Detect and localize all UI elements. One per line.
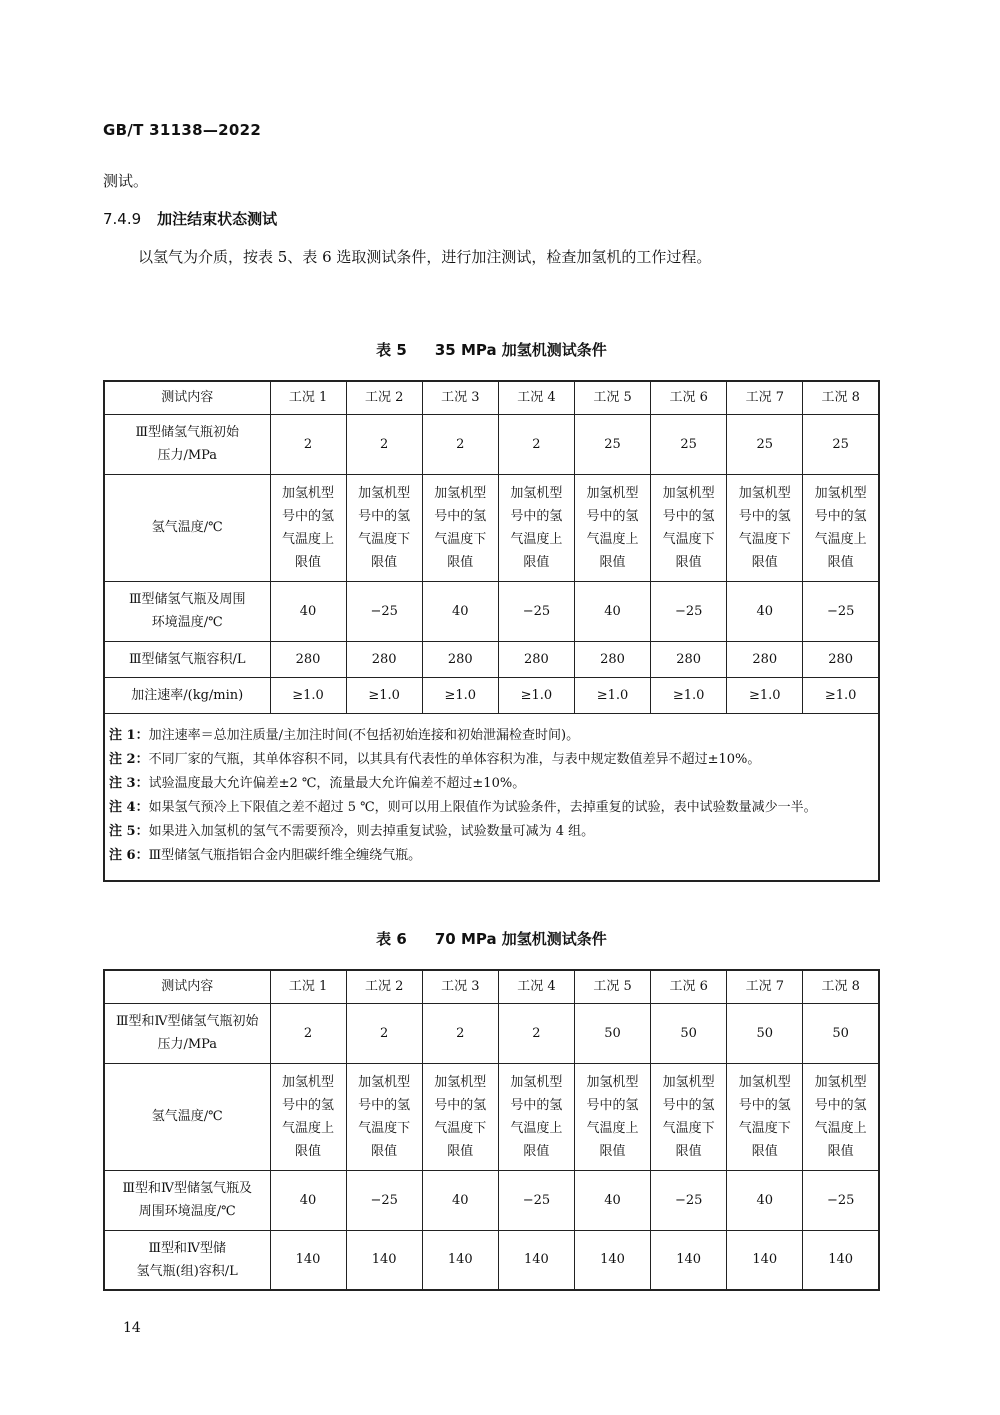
cell-text: 限值 [827, 554, 854, 570]
table-cell [346, 1003, 422, 1063]
note-label: 注 3： [109, 775, 149, 791]
cell-text: 50 [832, 1025, 849, 1041]
table-cell [498, 1003, 574, 1063]
table-cell [422, 1230, 498, 1290]
table-cell [651, 1003, 727, 1063]
table-cell [651, 1170, 727, 1230]
cell-text: 140 [752, 1252, 778, 1268]
cell-text: 限值 [751, 1143, 778, 1159]
cell-text: 气温度下 [738, 531, 791, 547]
table-note [109, 844, 866, 868]
table5-notes [104, 713, 879, 881]
header-cell-case: 工况 4 [498, 970, 574, 1003]
header-cell-content: 测试内容 [104, 970, 270, 1003]
cell-text: 限值 [827, 1143, 854, 1159]
cell-text: 号中的氢 [510, 1097, 563, 1113]
cell-text: 280 [752, 651, 778, 667]
table-cell [575, 641, 651, 677]
table-cell [727, 581, 803, 641]
cell-text: 限值 [675, 554, 702, 570]
cell-text: 气温度下 [434, 1120, 487, 1136]
cell-text: 压力/MPa [157, 1037, 218, 1052]
cell-text: ≥1.0 [520, 687, 553, 703]
cell-text: 号中的氢 [586, 508, 639, 524]
cell-text: 限值 [599, 1143, 626, 1159]
cell-text: 280 [447, 651, 473, 667]
table-cell [422, 1063, 498, 1170]
cell-text: 氢气瓶(组)容积/L [136, 1263, 238, 1279]
cell-text: 加氢机型 [738, 485, 791, 501]
table-note [109, 724, 866, 748]
table-cell [422, 1003, 498, 1063]
cell-text: 号中的氢 [814, 508, 867, 524]
cell-text: 140 [828, 1252, 854, 1268]
table-note [109, 748, 866, 772]
header-cell-case: 工况 4 [498, 381, 574, 414]
table-cell [346, 414, 422, 474]
cell-text: 加氢机型 [510, 485, 563, 501]
cell-text: 280 [600, 651, 625, 667]
row-label [104, 1230, 270, 1290]
table-cell [270, 677, 346, 713]
table-cell [270, 1003, 346, 1063]
cell-text: 加氢机型 [814, 1074, 867, 1090]
table-note [109, 772, 866, 796]
table-cell [803, 1230, 879, 1290]
table-cell [422, 414, 498, 474]
table-cell [803, 414, 879, 474]
cell-text: 50 [756, 1025, 774, 1041]
table5-caption-text: 35 MPa 加氢机测试条件 [434, 341, 607, 359]
cell-text: 限值 [751, 554, 778, 570]
table-cell [651, 677, 727, 713]
table-cell [575, 1170, 651, 1230]
cell-text: 280 [828, 651, 854, 667]
table-cell [498, 414, 574, 474]
table-cell [803, 1063, 879, 1170]
table-cell [270, 581, 346, 641]
table-row [104, 641, 879, 677]
standard-id: GB/T 31138—2022 [103, 121, 262, 139]
header-cell-case: 工况 2 [346, 970, 422, 1003]
table-cell [727, 1170, 803, 1230]
cell-text: 氢气温度/℃ [151, 520, 223, 535]
cell-text: 40 [299, 603, 317, 619]
cell-text: −25 [826, 603, 855, 619]
table-cell [422, 641, 498, 677]
table-row [104, 677, 879, 713]
note-text: 试验温度最大允许偏差±2 ℃，流量最大允许偏差不超过±10%。 [148, 775, 526, 791]
table-cell [270, 1170, 346, 1230]
note-text: Ⅲ型储氢气瓶指铝合金内胆碳纤维全缠绕气瓶。 [148, 847, 422, 863]
note-text: 如果进入加氢机的氢气不需要预冷，则去掉重复试验，试验数量可减为 4 组。 [148, 823, 595, 839]
row-label [104, 581, 270, 641]
table-cell [727, 474, 803, 581]
table6-caption-number: 表 6 [376, 930, 407, 948]
cell-text: 加氢机型 [358, 485, 411, 501]
header-cell-case: 工况 2 [346, 381, 422, 414]
cell-text: 加氢机型 [586, 485, 639, 501]
cell-text: 加氢机型 [510, 1074, 563, 1090]
cell-text: 40 [756, 603, 774, 619]
table-cell [727, 641, 803, 677]
cell-text: 140 [676, 1252, 702, 1268]
note-label: 注 2： [109, 751, 149, 767]
cell-text: 限值 [295, 1143, 322, 1159]
table-cell [803, 677, 879, 713]
cell-text: 氢气温度/℃ [151, 1109, 223, 1124]
table5-notes-row [104, 713, 879, 881]
table-cell [727, 677, 803, 713]
table-note [109, 820, 866, 844]
cell-text: 气温度下 [358, 531, 411, 547]
cell-text: 限值 [295, 554, 322, 570]
cell-text: −25 [370, 1192, 398, 1208]
cell-text: 140 [295, 1252, 321, 1268]
cell-text: 号中的氢 [738, 508, 791, 524]
cell-text: 50 [680, 1025, 697, 1041]
table-row [104, 1063, 879, 1170]
cell-text: 280 [524, 651, 549, 667]
page-number: 14 [123, 1320, 141, 1336]
cell-text: Ⅲ型储氢气瓶容积/L [128, 651, 246, 667]
cell-text: 加氢机型 [358, 1074, 411, 1090]
table-cell [803, 581, 879, 641]
cell-text: 2 [380, 436, 389, 452]
cell-text: 气温度下 [662, 531, 715, 547]
table-cell [803, 474, 879, 581]
table-cell [346, 641, 422, 677]
header-cell-case: 工况 1 [270, 970, 346, 1003]
note-text: 加注速率＝总加注质量/主加注时间(不包括初始连接和初始泄漏检查时间)。 [148, 727, 580, 743]
cell-text: 环境温度/℃ [151, 615, 223, 630]
cell-text: 280 [371, 651, 397, 667]
table-cell [422, 474, 498, 581]
cell-text: 气温度上 [510, 531, 563, 547]
row-label [104, 1003, 270, 1063]
table-cell [498, 1063, 574, 1170]
cell-text: 气温度下 [434, 531, 487, 547]
cell-text: 气温度上 [814, 1120, 867, 1136]
table-note [109, 796, 866, 820]
cell-text: 140 [447, 1252, 473, 1268]
table-cell [270, 474, 346, 581]
cell-text: ≥1.0 [749, 687, 781, 703]
cell-text: 加氢机型 [814, 485, 867, 501]
note-label: 注 4： [109, 799, 149, 815]
table-cell [270, 1230, 346, 1290]
table-cell [498, 1230, 574, 1290]
cell-text: 140 [524, 1252, 549, 1268]
cell-text: 40 [452, 603, 469, 619]
table-row [104, 1230, 879, 1290]
cell-text: Ⅲ型和Ⅳ型储 [148, 1240, 227, 1256]
cell-text: 限值 [523, 554, 550, 570]
cell-text: 25 [832, 436, 849, 452]
note-label: 注 6： [109, 847, 149, 863]
cell-text: −25 [522, 1192, 551, 1208]
cell-text: 号中的氢 [662, 1097, 715, 1113]
table-cell [346, 1170, 422, 1230]
cell-text: 140 [371, 1252, 397, 1268]
body-paragraph: 以氢气为介质，按表 5、表 6 选取测试条件，进行加注测试，检查加氢机的工作过程。 [138, 248, 712, 266]
cell-text: −25 [674, 603, 703, 619]
table-cell [727, 1063, 803, 1170]
table-cell [651, 414, 727, 474]
cell-text: 号中的氢 [358, 508, 411, 524]
table-cell [803, 1170, 879, 1230]
table5-caption [103, 339, 880, 360]
header-cell-case: 工况 7 [727, 381, 803, 414]
cell-text: 号中的氢 [738, 1097, 791, 1113]
cell-text: 2 [303, 1025, 313, 1041]
note-label: 注 5： [109, 823, 149, 839]
table-cell [575, 1230, 651, 1290]
cell-text: 加氢机型 [434, 485, 487, 501]
cell-text: 2 [532, 1025, 541, 1041]
note-text: 不同厂家的气瓶，其单体容积不同，以其具有代表性的单体容积为准，与表中规定数值差异不超过±10%。 [148, 751, 761, 767]
cell-text: ≥1.0 [444, 687, 477, 703]
table-row [104, 474, 879, 581]
header-cell-case: 工况 6 [651, 970, 727, 1003]
note-text: 如果氢气预冷上下限值之差不超过 5 ℃，则可以用上限值作为试验条件，去掉重复的试验，表中试验数量减少一半。 [148, 799, 817, 815]
cell-text: 40 [604, 1192, 621, 1208]
cell-text: ≥1.0 [368, 687, 400, 703]
cell-text: 280 [295, 651, 321, 667]
cell-text: 加氢机型 [662, 485, 715, 501]
table5-header-row [104, 381, 879, 414]
cell-text: −25 [826, 1192, 855, 1208]
cell-text: 2 [456, 436, 465, 452]
cell-text: 气温度上 [510, 1120, 563, 1136]
cell-text: 限值 [599, 554, 626, 570]
cell-text: 气温度上 [282, 531, 335, 547]
cell-text: ≥1.0 [292, 687, 324, 703]
table-cell [575, 677, 651, 713]
row-label [104, 1063, 270, 1170]
header-cell-case: 工况 3 [422, 381, 498, 414]
row-label [104, 677, 270, 713]
cell-text: 号中的氢 [662, 508, 715, 524]
row-label [104, 474, 270, 581]
table-cell [422, 1170, 498, 1230]
cell-text: 加氢机型 [282, 1074, 335, 1090]
cell-text: 2 [532, 436, 541, 452]
cell-text: 限值 [371, 554, 398, 570]
table-cell [422, 581, 498, 641]
table-row [104, 581, 879, 641]
table-cell [803, 1003, 879, 1063]
cell-text: 气温度上 [814, 531, 867, 547]
table-cell [651, 1063, 727, 1170]
table-cell [346, 1063, 422, 1170]
table-row [104, 1170, 879, 1230]
cell-text: 号中的氢 [434, 508, 487, 524]
header-cell-content: 测试内容 [104, 381, 270, 414]
cell-text: 气温度上 [586, 531, 639, 547]
cell-text: 40 [299, 1192, 317, 1208]
header-cell-case: 工况 3 [422, 970, 498, 1003]
cell-text: 气温度下 [738, 1120, 791, 1136]
cell-text: 气温度下 [358, 1120, 411, 1136]
table6-header-row [104, 970, 879, 1003]
section-heading [103, 208, 277, 229]
cell-text: 280 [676, 651, 702, 667]
cell-text: 加氢机型 [738, 1074, 791, 1090]
section-title: 加注结束状态测试 [157, 210, 278, 228]
cell-text: 2 [380, 1025, 389, 1041]
cell-text: 号中的氢 [282, 508, 335, 524]
row-label [104, 414, 270, 474]
cell-text: 40 [604, 603, 621, 619]
table-cell [727, 414, 803, 474]
cell-text: 号中的氢 [586, 1097, 639, 1113]
table-cell [575, 1003, 651, 1063]
table-cell [498, 581, 574, 641]
cell-text: 限值 [371, 1143, 398, 1159]
table-cell [498, 474, 574, 581]
cell-text: 号中的氢 [510, 508, 563, 524]
table-cell [727, 1003, 803, 1063]
table-cell [651, 581, 727, 641]
table-cell [651, 1230, 727, 1290]
table-cell [346, 581, 422, 641]
table-cell [270, 414, 346, 474]
cell-text: 气温度上 [586, 1120, 639, 1136]
cell-text: 周围环境温度/℃ [138, 1204, 236, 1219]
table-cell [575, 474, 651, 581]
header-cell-case: 工况 5 [575, 970, 651, 1003]
cell-text: −25 [370, 603, 398, 619]
cell-text: 号中的氢 [434, 1097, 487, 1113]
cell-text: 2 [456, 1025, 465, 1041]
cell-text: Ⅲ型和Ⅳ型储氢气瓶初始 [115, 1014, 259, 1029]
table-cell [727, 1230, 803, 1290]
cell-text: −25 [522, 603, 551, 619]
header-cell-case: 工况 5 [575, 381, 651, 414]
table-cell [498, 677, 574, 713]
header-cell-case: 工况 8 [803, 970, 879, 1003]
table-row [104, 1003, 879, 1063]
cell-text: 25 [680, 436, 697, 452]
header-cell-case: 工况 1 [270, 381, 346, 414]
cell-text: 加氢机型 [662, 1074, 715, 1090]
cell-text: 40 [452, 1192, 469, 1208]
table6-caption [103, 928, 880, 949]
cell-text: 号中的氢 [814, 1097, 867, 1113]
cell-text: 气温度上 [282, 1120, 335, 1136]
row-label [104, 1170, 270, 1230]
table5 [103, 380, 880, 882]
table-cell [346, 474, 422, 581]
header-cell-case: 工况 7 [727, 970, 803, 1003]
cell-text: Ⅲ型和Ⅳ型储氢气瓶及 [122, 1181, 253, 1196]
cell-text: Ⅲ型储氢气瓶初始 [135, 425, 240, 440]
cell-text: 压力/MPa [157, 448, 218, 463]
table6-caption-text: 70 MPa 加氢机测试条件 [434, 930, 607, 948]
cell-text: 限值 [447, 554, 474, 570]
table-cell [498, 641, 574, 677]
table-cell [270, 641, 346, 677]
cell-text: 号中的氢 [358, 1097, 411, 1113]
cell-text: Ⅲ型储氢气瓶及周围 [128, 592, 246, 607]
cell-text: 140 [600, 1252, 625, 1268]
cell-text: 加注速率/(kg/min) [131, 687, 244, 703]
note-label: 注 1： [109, 727, 149, 743]
cell-text: 气温度下 [662, 1120, 715, 1136]
row-label [104, 641, 270, 677]
cell-text: ≥1.0 [824, 687, 857, 703]
table-cell [498, 1170, 574, 1230]
cell-text: 25 [604, 436, 621, 452]
continued-text: 测试。 [103, 172, 149, 190]
table-cell [575, 414, 651, 474]
cell-text: 加氢机型 [282, 485, 335, 501]
table-cell [422, 677, 498, 713]
table6 [103, 969, 880, 1291]
cell-text: 加氢机型 [434, 1074, 487, 1090]
header-cell-case: 工况 6 [651, 381, 727, 414]
cell-text: ≥1.0 [672, 687, 705, 703]
table-row [104, 414, 879, 474]
cell-text: 限值 [447, 1143, 474, 1159]
cell-text: 加氢机型 [586, 1074, 639, 1090]
table-cell [346, 677, 422, 713]
cell-text: 号中的氢 [282, 1097, 335, 1113]
cell-text: 40 [756, 1192, 774, 1208]
table-cell [651, 641, 727, 677]
table-cell [575, 581, 651, 641]
section-number: 7.4.9 [103, 210, 142, 228]
cell-text: 限值 [675, 1143, 702, 1159]
table5-caption-number: 表 5 [376, 341, 407, 359]
table-cell [575, 1063, 651, 1170]
cell-text: 50 [604, 1025, 621, 1041]
table-cell [803, 641, 879, 677]
cell-text: ≥1.0 [596, 687, 629, 703]
table-cell [651, 474, 727, 581]
cell-text: 2 [303, 436, 313, 452]
table-cell [270, 1063, 346, 1170]
table-cell [346, 1230, 422, 1290]
cell-text: 限值 [523, 1143, 550, 1159]
header-cell-case: 工况 8 [803, 381, 879, 414]
cell-text: 25 [756, 436, 774, 452]
cell-text: −25 [674, 1192, 703, 1208]
